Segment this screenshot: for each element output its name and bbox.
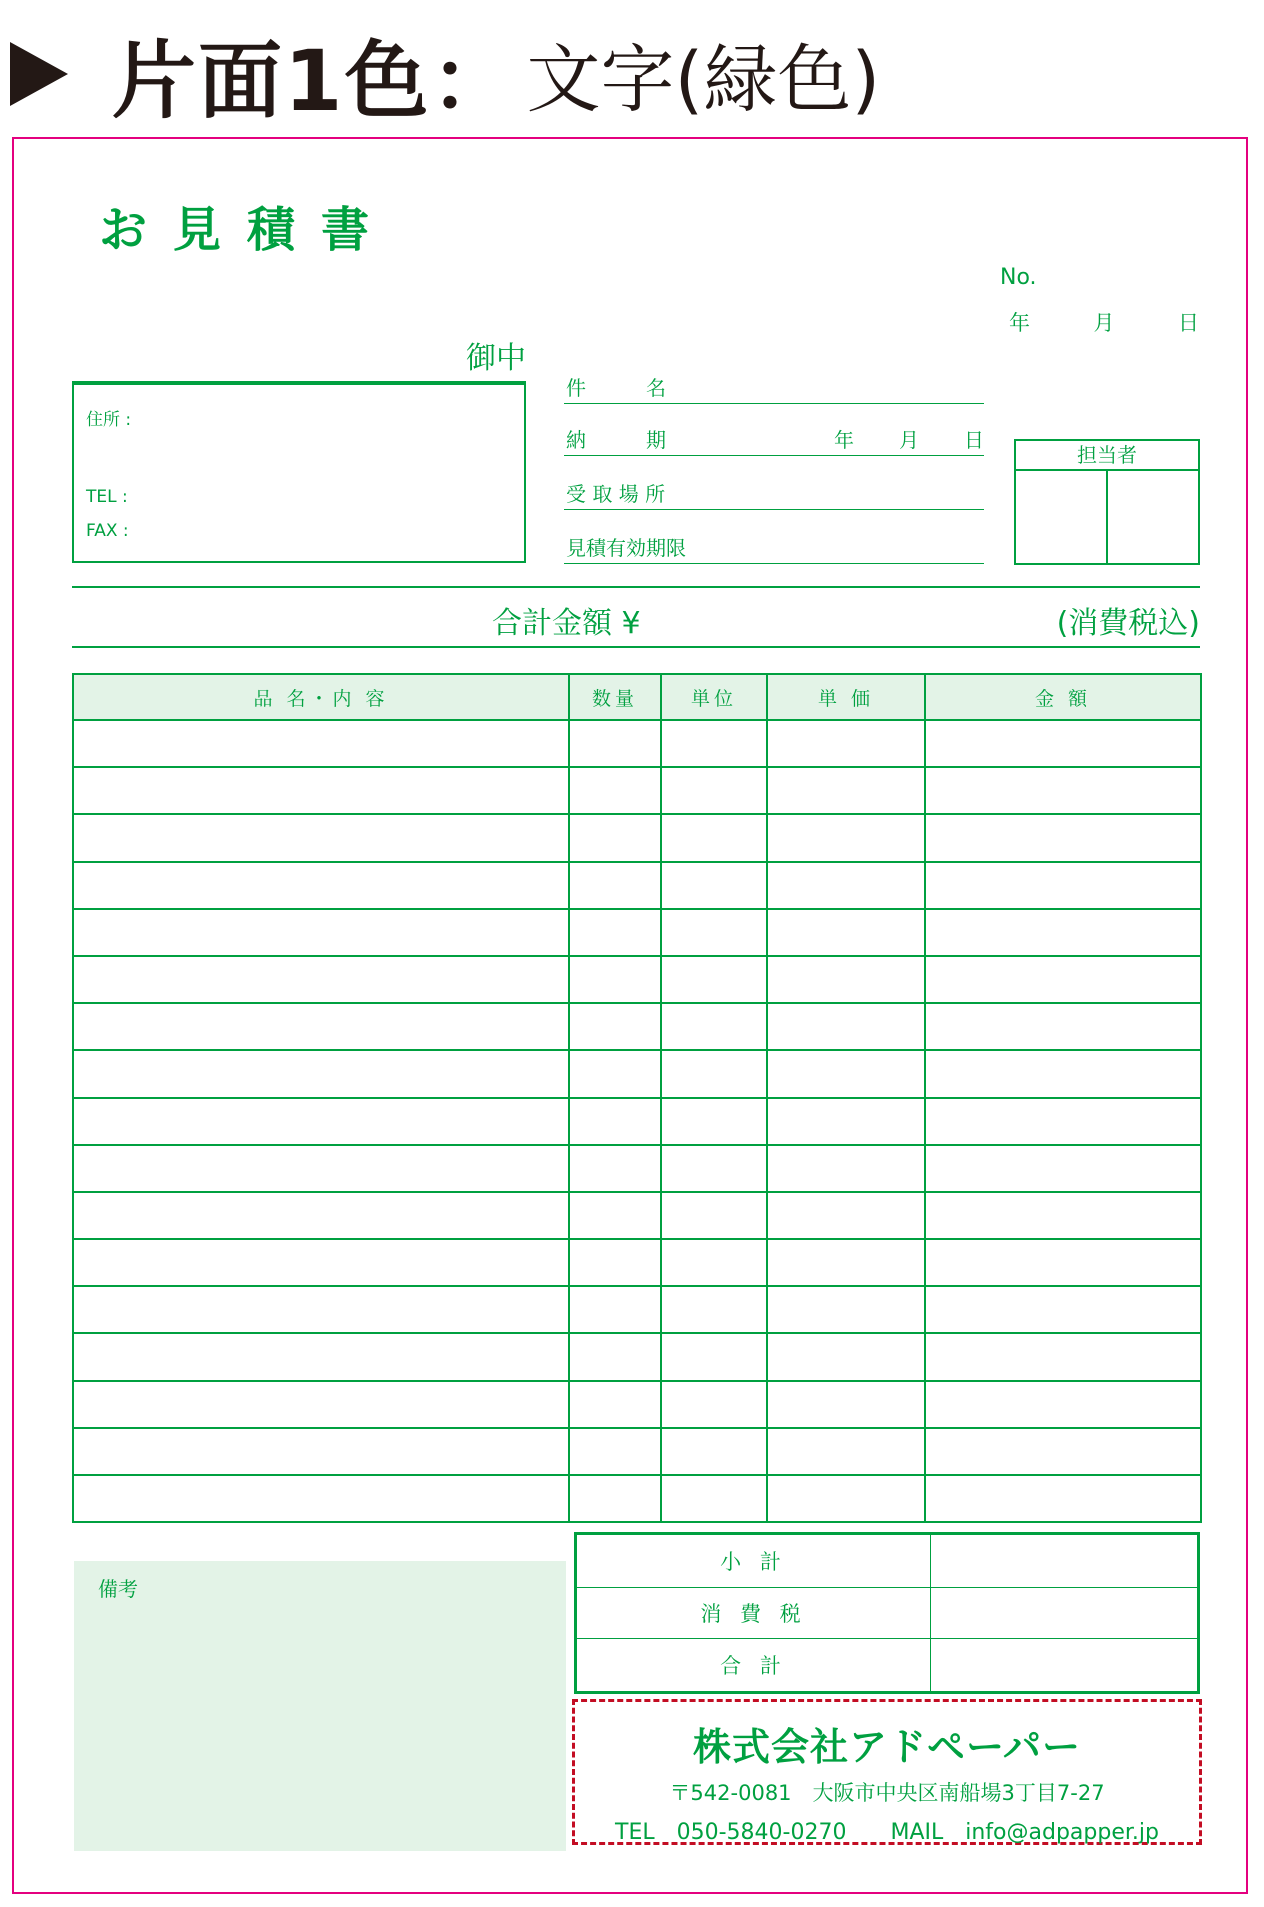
- table-row: [73, 1475, 1201, 1522]
- table-cell[interactable]: [569, 1475, 661, 1522]
- subtotal-value-cell[interactable]: [931, 1534, 1199, 1588]
- table-cell[interactable]: [661, 1050, 767, 1097]
- validity-field[interactable]: [564, 533, 984, 564]
- table-cell[interactable]: [925, 862, 1201, 909]
- table-cell[interactable]: [661, 1381, 767, 1428]
- delivery-label: 納 期: [566, 428, 666, 452]
- company-stamp-area: [572, 1699, 1202, 1845]
- table-cell[interactable]: [569, 720, 661, 767]
- table-cell[interactable]: [569, 956, 661, 1003]
- address-box[interactable]: [72, 383, 526, 563]
- table-cell[interactable]: [925, 1333, 1201, 1380]
- tax-value-cell[interactable]: [931, 1587, 1199, 1639]
- header-unit: 単位: [661, 674, 767, 720]
- table-cell[interactable]: [661, 1192, 767, 1239]
- delivery-year: 年: [834, 428, 854, 452]
- table-cell[interactable]: [767, 1192, 925, 1239]
- delivery-month: 月: [899, 428, 919, 452]
- table-cell[interactable]: [73, 1239, 569, 1286]
- table-cell[interactable]: [661, 862, 767, 909]
- total-amount-bar[interactable]: [72, 586, 1200, 648]
- delivery-field[interactable]: [564, 425, 984, 456]
- table-cell[interactable]: [925, 909, 1201, 956]
- table-row: [73, 1145, 1201, 1192]
- table-row: [73, 1333, 1201, 1380]
- grand-total-row: [576, 1639, 1199, 1693]
- document-title: お見積書: [99, 202, 396, 258]
- table-cell[interactable]: [767, 1381, 925, 1428]
- table-cell[interactable]: [925, 720, 1201, 767]
- table-cell[interactable]: [925, 1428, 1201, 1475]
- issue-date: [1009, 307, 1199, 337]
- table-cell[interactable]: [569, 1098, 661, 1145]
- heading-main: 片面1色：: [112, 31, 517, 130]
- table-cell[interactable]: [767, 1286, 925, 1333]
- table-cell[interactable]: [925, 767, 1201, 814]
- table-cell[interactable]: [925, 1475, 1201, 1522]
- table-cell[interactable]: [767, 956, 925, 1003]
- staff-stamp-box[interactable]: [1014, 439, 1200, 565]
- table-cell[interactable]: [767, 1050, 925, 1097]
- header-unit-price: 単 価: [767, 674, 925, 720]
- year-label: 年: [1009, 311, 1030, 335]
- table-cell[interactable]: [767, 720, 925, 767]
- table-cell[interactable]: [767, 909, 925, 956]
- table-row: [73, 1239, 1201, 1286]
- month-label: 月: [1093, 311, 1115, 335]
- table-cell[interactable]: [925, 814, 1201, 861]
- place-label: 受 取 場 所: [566, 482, 666, 506]
- table-cell[interactable]: [661, 1286, 767, 1333]
- table-cell[interactable]: [767, 1428, 925, 1475]
- tax-included-label: (消費税込): [1056, 606, 1200, 641]
- table-cell[interactable]: [661, 909, 767, 956]
- company-name: 株式会社アドペーパー: [692, 1725, 1082, 1769]
- table-row: [73, 909, 1201, 956]
- table-cell[interactable]: [925, 1192, 1201, 1239]
- header-amount: 金 額: [925, 674, 1201, 720]
- table-cell[interactable]: [569, 1333, 661, 1380]
- table-cell[interactable]: [569, 1050, 661, 1097]
- table-cell[interactable]: [925, 956, 1201, 1003]
- table-cell[interactable]: [661, 1145, 767, 1192]
- estimate-sheet: [12, 137, 1248, 1894]
- table-cell[interactable]: [73, 1145, 569, 1192]
- page-heading: [10, 14, 880, 134]
- table-cell[interactable]: [661, 1239, 767, 1286]
- table-cell[interactable]: [767, 1475, 925, 1522]
- table-row: [73, 1192, 1201, 1239]
- tax-label: 消 費 税: [576, 1587, 931, 1639]
- table-cell[interactable]: [569, 814, 661, 861]
- table-cell[interactable]: [73, 1003, 569, 1050]
- total-amount-label: 合計金額 ¥: [492, 606, 641, 641]
- table-cell[interactable]: [661, 814, 767, 861]
- table-cell[interactable]: [73, 767, 569, 814]
- table-cell[interactable]: [73, 1050, 569, 1097]
- table-cell[interactable]: [569, 1003, 661, 1050]
- play-triangle-icon: [10, 42, 68, 106]
- header-quantity: 数量: [569, 674, 661, 720]
- table-cell[interactable]: [661, 767, 767, 814]
- table-cell[interactable]: [925, 1381, 1201, 1428]
- table-cell[interactable]: [661, 720, 767, 767]
- items-header-row: [73, 674, 1201, 720]
- table-cell[interactable]: [925, 1050, 1201, 1097]
- table-cell[interactable]: [73, 1428, 569, 1475]
- table-cell[interactable]: [661, 1098, 767, 1145]
- table-cell[interactable]: [767, 862, 925, 909]
- table-cell[interactable]: [73, 814, 569, 861]
- table-row: [73, 814, 1201, 861]
- remarks-box[interactable]: [74, 1561, 566, 1851]
- table-row: [73, 862, 1201, 909]
- table-cell[interactable]: [569, 1428, 661, 1475]
- company-contact: TEL 050-5840-0270 MAIL info@adpapper.jp: [615, 1820, 1159, 1845]
- subject-label: 件 名: [566, 376, 666, 400]
- table-row: [73, 1098, 1201, 1145]
- table-cell[interactable]: [661, 956, 767, 1003]
- subtotal-row: [576, 1534, 1199, 1588]
- table-cell[interactable]: [661, 1428, 767, 1475]
- table-cell[interactable]: [569, 1239, 661, 1286]
- validity-label: 見積有効期限: [566, 536, 686, 560]
- subject-field[interactable]: [564, 373, 984, 404]
- delivery-day: 日: [964, 428, 984, 452]
- table-cell[interactable]: [569, 909, 661, 956]
- table-cell[interactable]: [767, 767, 925, 814]
- table-cell[interactable]: [569, 1192, 661, 1239]
- table-cell[interactable]: [925, 1003, 1201, 1050]
- table-cell[interactable]: [661, 1333, 767, 1380]
- table-row: [73, 720, 1201, 767]
- table-cell[interactable]: [73, 1098, 569, 1145]
- table-row: [73, 767, 1201, 814]
- table-cell[interactable]: [767, 1098, 925, 1145]
- table-cell[interactable]: [767, 1145, 925, 1192]
- table-row: [73, 1003, 1201, 1050]
- table-cell[interactable]: [73, 1381, 569, 1428]
- table-cell[interactable]: [661, 1003, 767, 1050]
- table-cell[interactable]: [73, 909, 569, 956]
- table-row: [73, 956, 1201, 1003]
- delivery-date: [834, 424, 984, 453]
- fax-label: FAX :: [86, 521, 129, 541]
- table-cell[interactable]: [925, 1145, 1201, 1192]
- table-cell[interactable]: [73, 1192, 569, 1239]
- table-row: [73, 1381, 1201, 1428]
- table-cell[interactable]: [767, 1003, 925, 1050]
- table-cell[interactable]: [73, 956, 569, 1003]
- table-cell[interactable]: [767, 1333, 925, 1380]
- recipient-suffix: 御中: [466, 341, 526, 376]
- table-cell[interactable]: [661, 1475, 767, 1522]
- table-cell[interactable]: [925, 1098, 1201, 1145]
- subtotal-label: 小 計: [576, 1534, 931, 1588]
- table-cell[interactable]: [767, 814, 925, 861]
- table-row: [73, 1428, 1201, 1475]
- table-cell[interactable]: [569, 1286, 661, 1333]
- table-cell[interactable]: [925, 1286, 1201, 1333]
- table-cell[interactable]: [569, 1145, 661, 1192]
- table-row: [73, 1050, 1201, 1097]
- table-cell[interactable]: [73, 1286, 569, 1333]
- heading-sub: 文字(緑色): [526, 37, 881, 123]
- table-cell[interactable]: [569, 1381, 661, 1428]
- company-address: 〒542-0081 大阪市中央区南船場3丁目7-27: [669, 1781, 1105, 1805]
- table-cell[interactable]: [73, 862, 569, 909]
- number-label: No.: [1000, 265, 1037, 290]
- header-item-name: 品 名・内 容: [73, 674, 569, 720]
- summary-table: [574, 1532, 1200, 1694]
- table-cell[interactable]: [767, 1239, 925, 1286]
- table-cell[interactable]: [569, 767, 661, 814]
- table-cell[interactable]: [569, 862, 661, 909]
- recipient-field[interactable]: [72, 341, 526, 383]
- tel-label: TEL :: [86, 487, 128, 507]
- address-label: 住所 :: [86, 410, 132, 430]
- tax-row: [576, 1587, 1199, 1639]
- grand-total-value-cell[interactable]: [931, 1639, 1199, 1693]
- table-cell[interactable]: [73, 1475, 569, 1522]
- place-field[interactable]: [564, 479, 984, 510]
- table-cell[interactable]: [925, 1239, 1201, 1286]
- table-cell[interactable]: [73, 1333, 569, 1380]
- table-cell[interactable]: [73, 720, 569, 767]
- day-label: 日: [1178, 311, 1199, 335]
- items-table: [72, 673, 1202, 1523]
- grand-total-label: 合 計: [576, 1639, 931, 1693]
- staff-divider: [1106, 471, 1108, 563]
- remarks-label: 備考: [98, 1577, 138, 1601]
- table-row: [73, 1286, 1201, 1333]
- staff-label: 担当者: [1016, 441, 1198, 471]
